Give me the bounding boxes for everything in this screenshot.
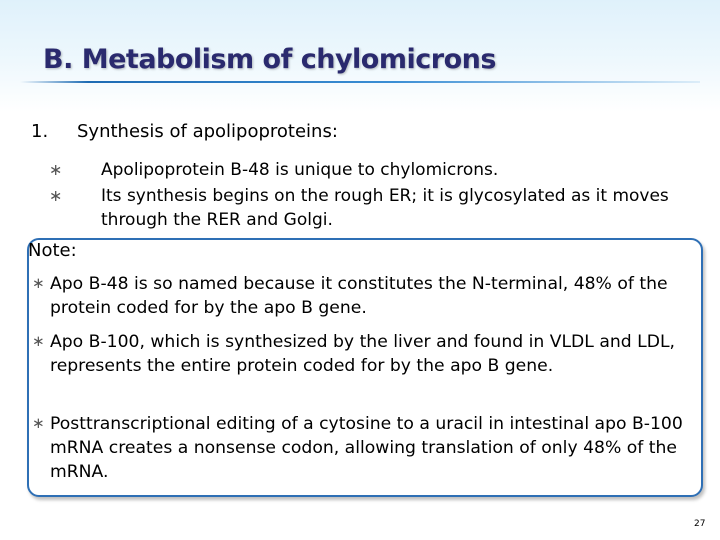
bullet-icon: ∗	[49, 160, 63, 179]
note-label: Note:	[28, 240, 77, 261]
bullet-icon: ∗	[32, 414, 45, 432]
section-item: Apolipoprotein B-48 is unique to chylomicrons.	[101, 160, 499, 180]
title-underline	[20, 81, 700, 83]
section-item: Its synthesis begins on the rough ER; it is glycosylated as it moves through the RER and Golgi.	[101, 186, 669, 230]
section-heading: Synthesis of apolipoproteins:	[77, 121, 338, 142]
note-item: Apo B-100, which is synthesized by the liver and found in VLDL and LDL, represents the entire protein coded for by the apo B gene.	[50, 332, 675, 376]
section-number: 1.	[31, 121, 49, 142]
note-item: Apo B-48 is so named because it constitutes the N-terminal, 48% of the protein coded for by the apo B gene.	[50, 274, 668, 318]
bullet-icon: ∗	[49, 186, 63, 205]
note-item: Posttranscriptional editing of a cytosine to a uracil in intestinal apo B-100 mRNA creates a nonsense codon, allowing translation of only 48% of the mRNA.	[50, 414, 683, 482]
page-number: 27	[694, 519, 706, 529]
bullet-icon: ∗	[32, 332, 45, 350]
bullet-icon: ∗	[32, 274, 45, 292]
slide-title: B. Metabolism of chylomicrons	[43, 44, 496, 75]
